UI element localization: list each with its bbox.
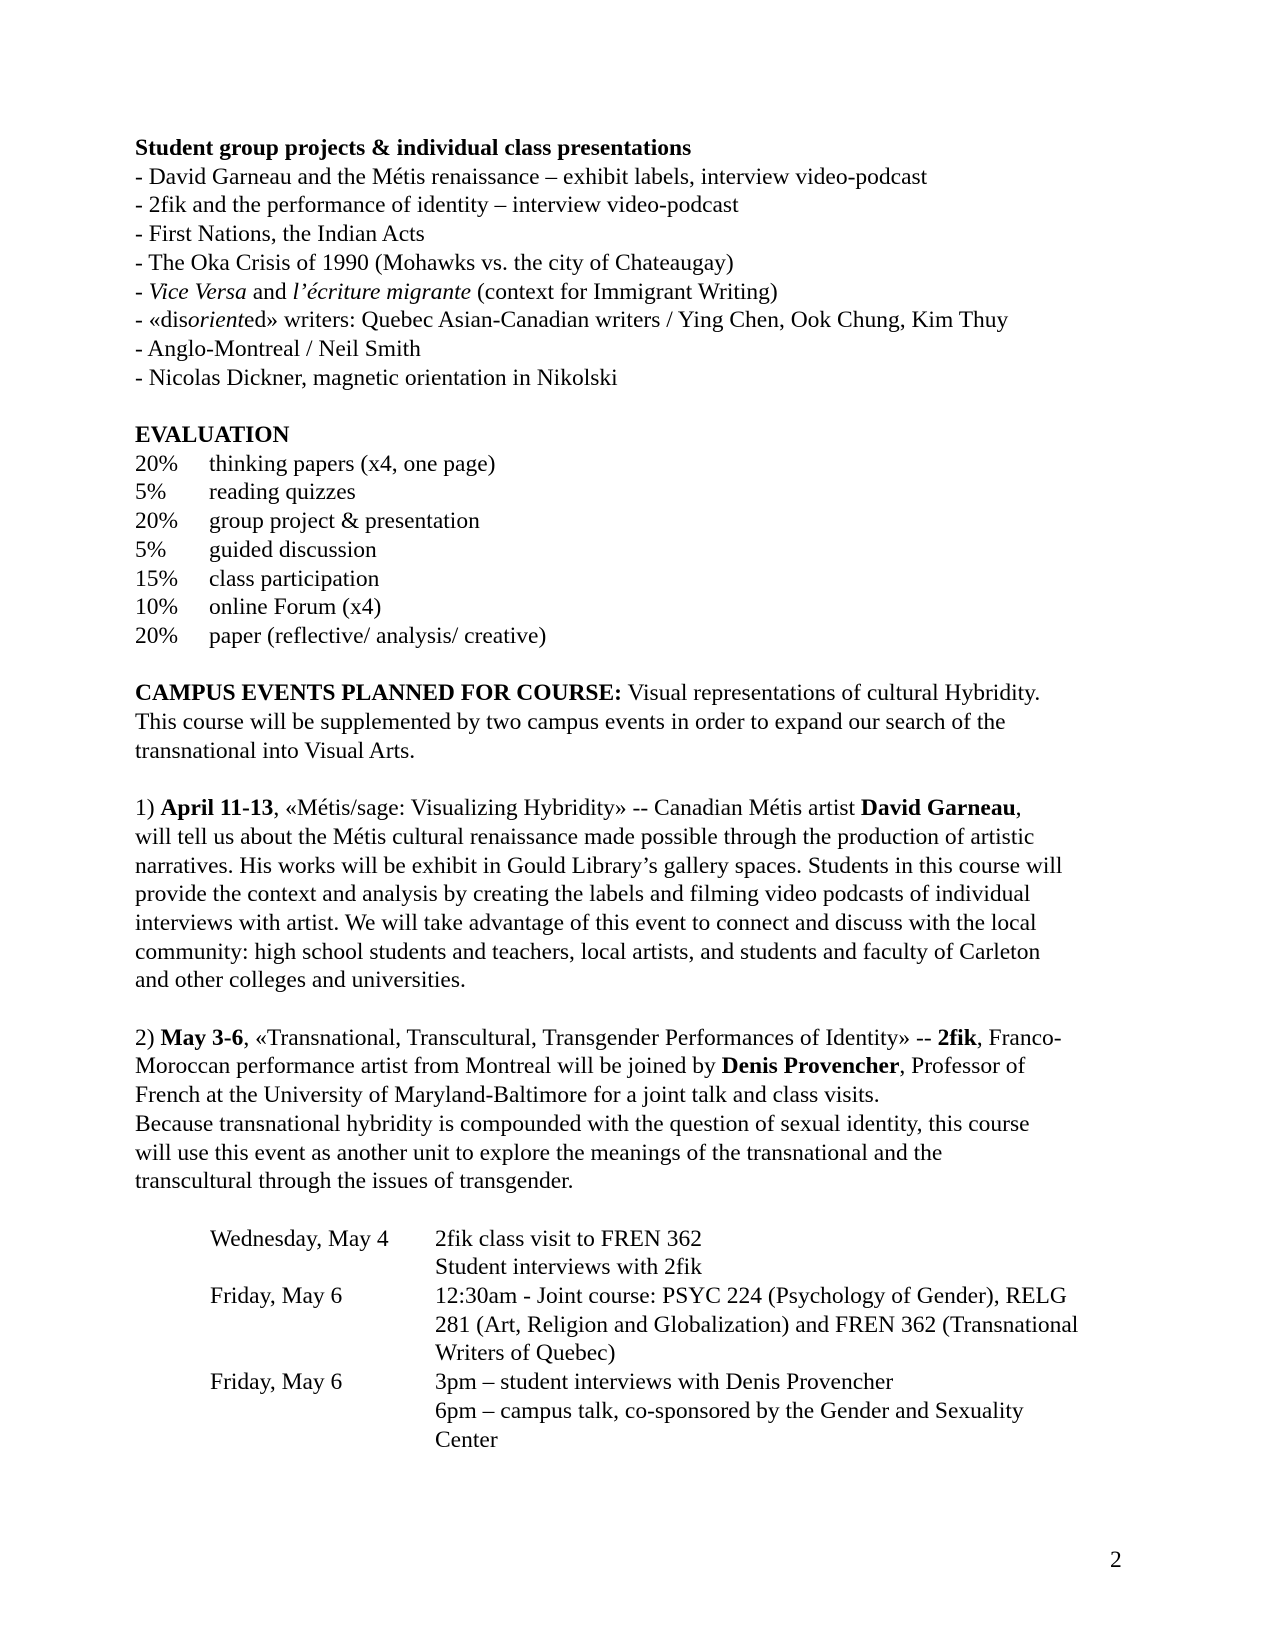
evaluation-row <box>135 507 1145 536</box>
project-item: - David Garneau and the Métis renaissance – exhibit labels, interview video-podcast <box>135 163 928 190</box>
event-1-text: interviews with artist. We will take advantage of this event to connect and discuss with the local <box>135 909 1037 936</box>
event-2-intro: 2) May 3-6, «Transnational, Transcultural, Transgender Performances of Identity» -- 2fik, Franco- <box>135 1024 1062 1051</box>
evaluation-percent: 20% <box>135 622 179 649</box>
evaluation-heading: EVALUATION <box>135 422 290 449</box>
event-1-text: will tell us about the Métis cultural renaissance made possible through the production of artistic <box>135 823 1035 850</box>
event-1-text: community: high school students and teachers, local artists, and students and faculty of Carleton <box>135 938 1041 965</box>
page-number: 2 <box>1110 1547 1122 1573</box>
evaluation-percent: 20% <box>135 508 179 535</box>
document-page <box>135 134 1145 1454</box>
evaluation-percent: 5% <box>135 479 167 506</box>
schedule-row <box>210 1368 1145 1454</box>
evaluation-percent: 20% <box>135 450 179 477</box>
evaluation-row <box>135 593 1145 622</box>
schedule-day: Wednesday, May 4 <box>210 1225 389 1252</box>
evaluation-row <box>135 622 1145 651</box>
schedule-day: Friday, May 6 <box>210 1369 343 1396</box>
projects-section <box>135 134 1145 392</box>
evaluation-label: group project & presentation <box>209 508 480 535</box>
schedule-day: Friday, May 6 <box>210 1283 343 1310</box>
schedule-table <box>210 1225 1145 1455</box>
event-1-text: provide the context and analysis by creating the labels and filming video podcasts of individual <box>135 881 1031 908</box>
evaluation-row <box>135 536 1145 565</box>
evaluation-percent: 15% <box>135 565 179 592</box>
event-2-date: May 3-6 <box>160 1024 244 1051</box>
evaluation-label: reading quizzes <box>209 479 356 506</box>
event-2-text: will use this event as another unit to explore the meanings of the transnational and the <box>135 1139 943 1166</box>
event-1-text: narratives. His works will be exhibit in Gould Library’s gallery spaces. Students in this course will <box>135 852 1063 879</box>
evaluation-percent: 5% <box>135 536 167 563</box>
evaluation-label: online Forum (x4) <box>209 594 382 621</box>
campus-events-section <box>135 679 1145 765</box>
campus-events-text: This course will be supplemented by two campus events in order to expand our search of the <box>135 709 1006 736</box>
event-2-text: Because transnational hybridity is compounded with the question of sexual identity, this course <box>135 1110 1030 1137</box>
event-2-artist: 2fik <box>937 1024 977 1051</box>
projects-heading: Student group projects & individual class presentations <box>135 135 692 161</box>
project-item-disoriented: - «disoriented» writers: Quebec Asian-Canadian writers / Ying Chen, Ook Chung, Kim Thuy <box>135 307 1009 334</box>
event-2-text: Moroccan performance artist from Montreal will be joined by Denis Provencher, Professor of <box>135 1053 1026 1080</box>
event-2-text: transcultural through the issues of transgender. <box>135 1168 574 1195</box>
campus-events-intro: CAMPUS EVENTS PLANNED FOR COURSE: Visual representations of cultural Hybridity. <box>135 680 1041 707</box>
evaluation-label: thinking papers (x4, one page) <box>209 450 496 477</box>
schedule-row <box>210 1282 1145 1368</box>
event-2-guest: Denis Provencher <box>721 1053 900 1080</box>
event-1 <box>135 794 1145 995</box>
event-1-intro: 1) April 11-13, «Métis/sage: Visualizing Hybridity» -- Canadian Métis artist David Garneau, <box>135 795 1022 822</box>
event-2-text: French at the University of Maryland-Baltimore for a joint talk and class visits. <box>135 1082 880 1109</box>
evaluation-percent: 10% <box>135 594 179 621</box>
evaluation-row <box>135 478 1145 507</box>
event-2 <box>135 1024 1145 1196</box>
project-item: - First Nations, the Indian Acts <box>135 221 425 248</box>
evaluation-label: guided discussion <box>209 536 377 563</box>
schedule-details: 12:30am - Joint course: PSYC 224 (Psychology of Gender), RELG 281 (Art, Religion and Globalization) and FREN 362 (Transnational Writers of Quebec) <box>435 1283 1079 1367</box>
schedule-row <box>210 1225 1145 1282</box>
schedule-details: 3pm – student interviews with Denis Provencher 6pm – campus talk, co-sponsored by the Gender and Sexuality Center <box>435 1369 1024 1453</box>
project-item: - Anglo-Montreal / Neil Smith <box>135 335 421 362</box>
project-item: - 2fik and the performance of identity – interview video-podcast <box>135 192 739 219</box>
evaluation-row <box>135 450 1145 479</box>
campus-events-heading: CAMPUS EVENTS PLANNED FOR COURSE: <box>135 680 623 707</box>
evaluation-label: class participation <box>209 565 380 592</box>
evaluation-section <box>135 421 1145 651</box>
event-1-text: and other colleges and universities. <box>135 967 466 994</box>
event-1-artist: David Garneau <box>860 795 1016 822</box>
schedule-details: 2fik class visit to FREN 362 Student interviews with 2fik <box>435 1225 702 1281</box>
project-item-vice-versa: - Vice Versa and l’écriture migrante (context for Immigrant Writing) <box>135 278 778 305</box>
project-item: - The Oka Crisis of 1990 (Mohawks vs. the city of Chateaugay) <box>135 249 734 276</box>
event-1-date: April 11-13 <box>160 795 274 822</box>
evaluation-row <box>135 565 1145 594</box>
project-item: - Nicolas Dickner, magnetic orientation in Nikolski <box>135 364 618 391</box>
campus-events-text: transnational into Visual Arts. <box>135 737 416 764</box>
evaluation-label: paper (reflective/ analysis/ creative) <box>209 622 547 649</box>
